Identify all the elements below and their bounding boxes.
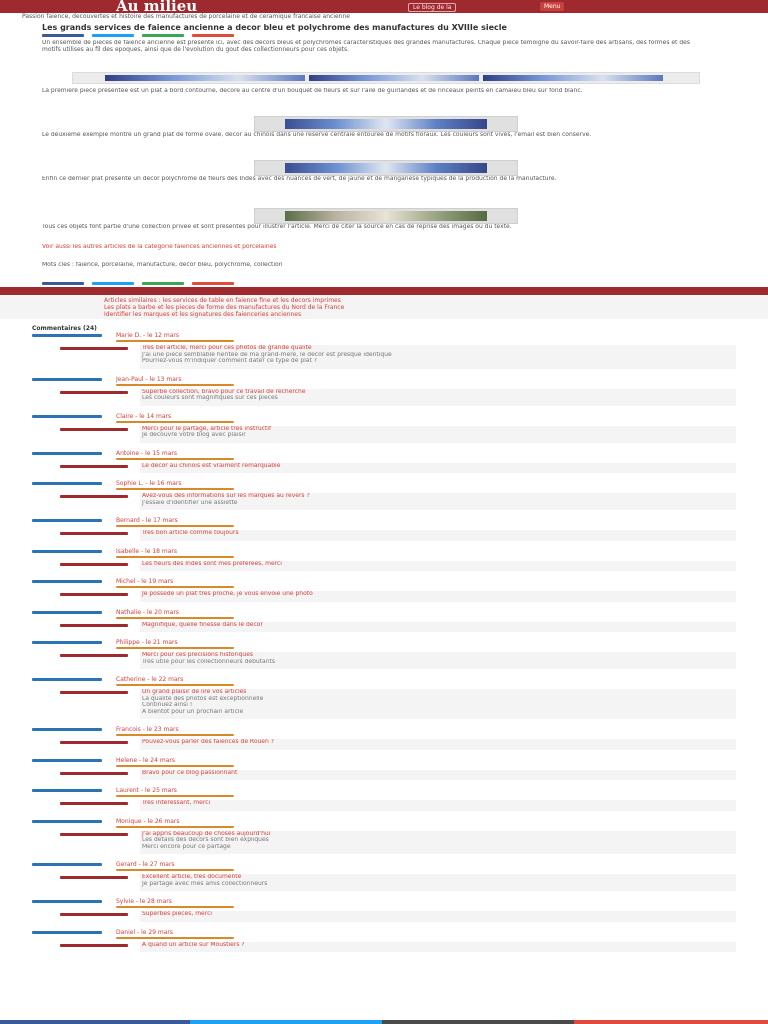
comment-body	[140, 345, 736, 369]
comment-text: Merci pour le partage, article tres instructif	[142, 425, 272, 432]
share-facebook-button[interactable]	[42, 282, 84, 285]
comment-text: Avez-vous des informations sur les marques au revers ?	[142, 493, 310, 499]
comment-text: Tres interessant, merci	[142, 800, 211, 806]
comment-text: Magnifique, quelle finesse dans le decor	[142, 621, 263, 628]
comment-text: Tres bel article, merci pour ces photos de grande qualite	[142, 345, 312, 351]
reply-marker[interactable]	[60, 654, 128, 657]
comment-header[interactable]: Catherine - le 22 mars	[116, 676, 184, 683]
comment-body	[140, 942, 736, 953]
comment-text: Merci encore pour ce partage	[142, 843, 231, 850]
reply-marker[interactable]	[60, 563, 128, 566]
header-nav-button[interactable]: Menu	[540, 2, 564, 11]
section-divider	[0, 287, 768, 295]
share-pinterest-button[interactable]	[192, 282, 234, 285]
comment-body	[140, 739, 736, 750]
comment-underline	[116, 826, 234, 828]
reply-marker[interactable]	[60, 532, 128, 535]
comment-author-avatar[interactable]	[32, 415, 102, 418]
comment-body	[140, 389, 736, 406]
related-article-link[interactable]: Identifier les marques et les signatures des faienceries anciennes	[104, 311, 302, 318]
share-pinterest-button[interactable]	[192, 34, 234, 37]
comment-text: Le decor au chinois est vraiment remarquable	[142, 462, 281, 469]
comment-header[interactable]: Laurent - le 25 mars	[116, 787, 177, 794]
related-article-link[interactable]: Articles similaires : les services de table en faience fine et les decors imprimes	[104, 297, 341, 304]
comment-text: Je partage avec mes amis collectionneurs	[142, 880, 268, 887]
comment-underline	[116, 647, 234, 649]
comment-underline	[116, 617, 234, 619]
article-image[interactable]	[254, 160, 518, 176]
reply-marker[interactable]	[60, 495, 128, 498]
comment-body	[140, 591, 736, 602]
gallery-image[interactable]	[309, 75, 479, 81]
article-paragraph: Le deuxieme exemple montre un grand plat de forme ovale, decor au chinois dans une reserve centrale entouree de motifs floraux. Les couleurs sont vives, l'email est bien conserve.	[42, 132, 592, 138]
comment-body	[140, 831, 736, 855]
comment-author-avatar[interactable]	[32, 550, 102, 553]
comment-header[interactable]: Gerard - le 27 mars	[116, 861, 175, 868]
comment-text: La qualite des photos est exceptionnelle	[142, 695, 264, 702]
comment-header[interactable]: Michel - le 19 mars	[116, 578, 174, 585]
share-facebook-button[interactable]	[42, 34, 84, 37]
comment-author-avatar[interactable]	[32, 728, 102, 731]
comment-text: Pouvez-vous parler des faiences de Rouen ?	[142, 739, 274, 745]
comment-underline	[116, 869, 234, 871]
reply-marker[interactable]	[60, 741, 128, 744]
article-paragraph: Enfin ce dernier plat presente un decor polychrome de fleurs des Indes avec des nuances de vert, de jaune et de manganese typiques de la production de la manufacture.	[42, 176, 557, 182]
article-highlight-link[interactable]: Voir aussi les autres articles de la categorie faiences anciennes et porcelaines	[42, 244, 277, 250]
site-subtitle: Passion faience, decouvertes et histoire des manufactures de porcelaine et de ceramique francaise ancienne	[22, 13, 350, 20]
reply-marker[interactable]	[60, 691, 128, 694]
comment-body	[140, 426, 736, 443]
footer-share-email[interactable]	[382, 1020, 574, 1024]
comment-body	[140, 622, 736, 633]
reply-marker[interactable]	[60, 772, 128, 775]
comment-underline	[116, 421, 234, 423]
comment-header[interactable]: Helene - le 24 mars	[116, 756, 175, 764]
article-paragraph: Tous ces objets font partie d'une collection privee et sont presentes pour illustrer l'article. Merci de citer la source en cas de reprise des images ou du texte.	[42, 224, 512, 230]
comment-author-avatar[interactable]	[32, 641, 102, 644]
site-header	[0, 0, 768, 13]
comment-body	[140, 770, 736, 781]
reply-marker[interactable]	[60, 624, 128, 627]
share-twitter-button[interactable]	[92, 282, 134, 285]
reply-marker[interactable]	[60, 802, 128, 805]
comment-author-avatar[interactable]	[32, 482, 102, 485]
comment-text: Continuez ainsi !	[142, 702, 193, 708]
comment-text: Pourriez-vous m'indiquer comment dater ce type de plat ?	[142, 358, 317, 364]
comment-header[interactable]: Sophie L. - le 16 mars	[116, 480, 182, 487]
comment-text: Un grand plaisir de lire vos articles	[142, 689, 247, 695]
comment-underline	[116, 384, 234, 386]
comment-author-avatar[interactable]	[32, 452, 102, 455]
comment-underline	[116, 795, 234, 797]
comment-underline	[116, 906, 234, 908]
comments-title: Commentaires (24)	[32, 325, 97, 332]
comment-text: Les couleurs sont magnifiques sur ces pieces	[142, 395, 278, 401]
comment-author-avatar[interactable]	[32, 611, 102, 614]
plate-photo	[285, 211, 487, 221]
comment-underline	[116, 525, 234, 527]
comment-author-avatar[interactable]	[32, 789, 102, 792]
comment-underline	[116, 684, 234, 686]
article-title: Les grands services de faience ancienne a decor bleu et polychrome des manufactures du XVIIIe siecle	[42, 23, 507, 32]
related-articles	[0, 295, 768, 319]
plate-photo	[285, 163, 487, 173]
article-paragraph: La premiere piece presentee est un plat a bord contourne, decore au centre d'un bouquet de fleurs et sur l'aile de guirlandes et de rinceaux peints en camaieu bleu sur fond blanc.	[42, 88, 583, 94]
comment-body	[140, 874, 736, 891]
comment-text: J'essaie d'identifier une assiette	[142, 499, 238, 506]
comment-text: Merci pour ces precisions historiques	[142, 652, 254, 658]
comment-body	[140, 561, 736, 572]
comment-text: J'ai appris beaucoup de choses aujourd'hui	[142, 830, 271, 837]
comment-text: A quand un article sur Moustiers ?	[142, 941, 245, 948]
gallery-image[interactable]	[105, 75, 305, 81]
comment-underline	[116, 556, 234, 558]
comment-text: Superbes pieces, merci	[142, 911, 213, 917]
comment-body	[140, 800, 736, 811]
comment-body	[140, 689, 736, 719]
comment-author-avatar[interactable]	[32, 820, 102, 823]
comment-body	[140, 652, 736, 669]
comment-text: Je possede un plat tres proche, je vous envoie une photo	[142, 591, 313, 597]
comment-header[interactable]: Philippe - le 21 mars	[116, 639, 178, 646]
comment-header[interactable]: Sylvie - le 28 mars	[116, 898, 172, 905]
comment-header[interactable]: Jean-Paul - le 13 mars	[116, 375, 182, 383]
comment-text: Tres bon article comme toujours	[142, 530, 239, 536]
reply-marker[interactable]	[60, 944, 128, 947]
reply-marker[interactable]	[60, 428, 128, 431]
comment-header[interactable]: Monique - le 26 mars	[116, 817, 180, 825]
reply-marker[interactable]	[60, 593, 128, 596]
related-article-link[interactable]: Les plats a barbe et les pieces de forme des manufactures du Nord de la France	[104, 304, 345, 311]
header-tagline: Le blog de la	[408, 3, 456, 12]
comment-author-avatar[interactable]	[32, 931, 102, 934]
comment-text: Les fleurs des Indes sont mes preferees, merci	[142, 560, 282, 567]
comment-author-avatar[interactable]	[32, 334, 102, 337]
comment-author-avatar[interactable]	[32, 678, 102, 681]
reply-marker[interactable]	[60, 913, 128, 916]
comment-body	[140, 530, 736, 541]
gallery-strip[interactable]	[72, 72, 700, 84]
comment-text: J'ai une piece semblable heritee de ma grand-mere, le decor est presque identique	[142, 351, 392, 358]
comment-underline	[116, 586, 234, 588]
comment-text: Je decouvre votre blog avec plaisir	[142, 432, 246, 438]
plate-photo	[285, 119, 487, 129]
article-image[interactable]	[254, 208, 518, 224]
comment-text: Bravo pour ce blog passionnant	[142, 769, 238, 776]
comment-underline	[116, 340, 234, 342]
comment-text: Tres utile pour les collectionneurs debutants	[142, 658, 275, 665]
comment-author-avatar[interactable]	[32, 519, 102, 522]
comment-header[interactable]: Isabelle - le 18 mars	[116, 547, 177, 555]
comment-author-avatar[interactable]	[32, 378, 102, 381]
comment-underline	[116, 734, 234, 736]
footer-share-facebook[interactable]	[0, 1020, 190, 1024]
reply-marker[interactable]	[60, 391, 128, 394]
comment-author-avatar[interactable]	[32, 759, 102, 762]
site-logo[interactable]: Au milieu	[116, 0, 198, 13]
article-keywords: Mots cles : faience, porcelaine, manufacture, decor bleu, polychrome, collection	[42, 262, 283, 268]
reply-marker[interactable]	[60, 876, 128, 879]
share-email-button[interactable]	[142, 34, 184, 37]
comment-underline	[116, 765, 234, 767]
comment-header[interactable]: Claire - le 14 mars	[116, 412, 172, 420]
gallery-image[interactable]	[483, 75, 663, 81]
comment-body	[140, 493, 736, 510]
comment-body	[140, 463, 736, 474]
comment-underline	[116, 458, 234, 460]
comment-header[interactable]: Francois - le 23 mars	[116, 726, 179, 733]
comment-body	[140, 911, 736, 922]
share-twitter-button[interactable]	[92, 34, 134, 37]
comment-author-avatar[interactable]	[32, 580, 102, 583]
footer-share-pinterest[interactable]	[574, 1020, 768, 1024]
article-image[interactable]	[254, 116, 518, 132]
comment-header[interactable]: Antoine - le 15 mars	[116, 449, 177, 457]
reply-marker[interactable]	[60, 833, 128, 836]
comment-underline	[116, 488, 234, 490]
footer-share-twitter[interactable]	[190, 1020, 382, 1024]
reply-marker[interactable]	[60, 347, 128, 350]
comment-author-avatar[interactable]	[32, 863, 102, 866]
comment-header[interactable]: Nathalie - le 20 mars	[116, 608, 179, 616]
reply-marker[interactable]	[60, 465, 128, 468]
comment-header[interactable]: Bernard - le 17 mars	[116, 517, 178, 524]
share-email-button[interactable]	[142, 282, 184, 285]
comment-text: Les details des decors sont bien expliques	[142, 837, 269, 843]
comment-header[interactable]: Daniel - le 29 mars	[116, 928, 174, 936]
comment-text: Superbe collection, bravo pour ce travail de recherche	[142, 388, 306, 395]
comment-underline	[116, 937, 234, 939]
comment-header[interactable]: Marie D. - le 12 mars	[116, 332, 180, 339]
article-paragraph: Un ensemble de pieces de faience ancienne est presente ici, avec des decors bleus et polychromes caracteristiques des grandes manufactures. Chaque piece temoigne du savoir-faire des artisans, des formes et des motifs utilises au fil des epoques, ainsi que de l'evolution du gout des collectionneurs pour ces objets.	[42, 40, 690, 53]
comment-author-avatar[interactable]	[32, 900, 102, 903]
comment-text: A bientot pour un prochain article	[142, 708, 244, 715]
comment-text: Excellent article, tres documente	[142, 874, 242, 880]
